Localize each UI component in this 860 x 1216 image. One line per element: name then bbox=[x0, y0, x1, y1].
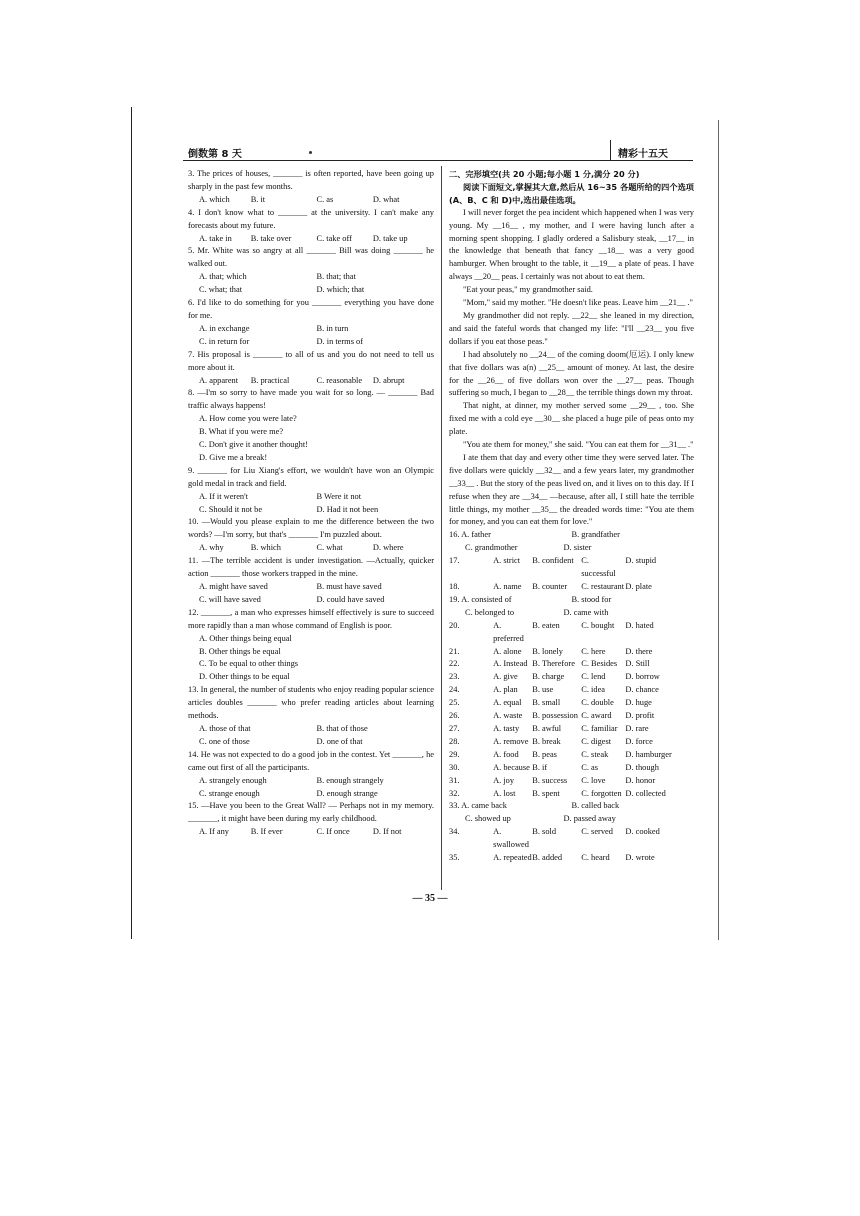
question-stem: 13. In general, the number of students who enjoy reading popular science articles doubles _______ who prefer reading articles about learning methods. bbox=[188, 685, 434, 721]
option: A. name bbox=[493, 582, 522, 591]
cloze-item-number: 33. bbox=[449, 801, 460, 811]
cloze-item bbox=[449, 736, 694, 749]
option: B. that of those bbox=[316, 723, 368, 733]
option: B. small bbox=[532, 698, 561, 708]
question-options bbox=[188, 194, 434, 207]
cloze-item bbox=[449, 710, 694, 723]
option: C. award bbox=[581, 711, 612, 721]
option: B. If ever bbox=[250, 827, 283, 837]
option: D. what bbox=[372, 194, 400, 204]
option: D. came with bbox=[563, 607, 609, 617]
option: C. take off bbox=[316, 233, 352, 243]
option: C. idea bbox=[581, 685, 606, 695]
cloze-item-number: 19. bbox=[449, 594, 460, 604]
question-stem: 15. —Have you been to the Great Wall? — Perhaps not in my memory. _______, it might have been during my early childhood. bbox=[188, 801, 434, 824]
question-options bbox=[188, 323, 434, 349]
question-stem: 11. —The terrible accident is under investigation. —Actually, quicker action _______ those workers trapped in the mine. bbox=[188, 556, 434, 579]
option: A. in exchange bbox=[199, 323, 250, 333]
option: D. chance bbox=[625, 685, 659, 695]
option: D. one of that bbox=[316, 736, 363, 746]
cloze-item bbox=[449, 723, 694, 736]
cloze-passage bbox=[449, 207, 694, 530]
cloze-item-number: 34. bbox=[449, 827, 460, 837]
question-options bbox=[188, 491, 434, 517]
cloze-item-number: 18. bbox=[449, 582, 460, 591]
cloze-item-number: 31. bbox=[449, 775, 460, 785]
question bbox=[188, 387, 434, 464]
option: C. will have saved bbox=[199, 594, 261, 604]
cloze-item-number: 17. bbox=[449, 556, 460, 566]
option: A. take in bbox=[199, 233, 232, 243]
option: D. Still bbox=[625, 659, 650, 669]
column-separator bbox=[441, 166, 442, 890]
question bbox=[188, 168, 434, 207]
cloze-item bbox=[449, 594, 694, 607]
cloze-item-number: 25. bbox=[449, 698, 460, 708]
cloze-item-number: 26. bbox=[449, 711, 460, 721]
option: B. possession bbox=[532, 711, 578, 721]
option: C. To be equal to other things bbox=[199, 659, 299, 669]
grammar-questions-column bbox=[188, 168, 434, 839]
option: B. called back bbox=[571, 801, 620, 811]
option: D. hated bbox=[625, 620, 654, 630]
option: A. preferred bbox=[493, 620, 524, 643]
cloze-paragraph: I ate them that day and every other time they were served later. The five dollars were quickly __32__ and a few years later, my grandmother __33__ . But the story of the peas lived on, and it lives on to this day. If I refuse when they are __34__ —because, after all, I still hate the terrible little things, my mother __35__ the dreaded words time: "You ate them for money, and you can eat them for love." bbox=[449, 452, 694, 527]
option: B. added bbox=[532, 853, 563, 863]
question bbox=[188, 555, 434, 607]
option: A. apparent bbox=[199, 375, 239, 385]
option: D. borrow bbox=[625, 672, 660, 682]
option: C. lend bbox=[581, 672, 606, 682]
cloze-item-number: 32. bbox=[449, 788, 460, 798]
cloze-item-number: 24. bbox=[449, 685, 460, 695]
option: C. grandmother bbox=[465, 543, 518, 553]
option: C. digest bbox=[581, 736, 612, 746]
cloze-title: 二、完形填空(共 20 小题;每小题 1 分,满分 20 分) bbox=[449, 169, 640, 179]
option: C. familiar bbox=[581, 723, 618, 733]
option: A. plan bbox=[493, 685, 518, 695]
option: C. strange enough bbox=[199, 788, 260, 798]
option: D. there bbox=[625, 646, 653, 656]
cloze-item-number: 28. bbox=[449, 736, 460, 746]
option: B. awful bbox=[532, 723, 562, 733]
option: D. force bbox=[625, 736, 653, 746]
option: D. collected bbox=[625, 788, 666, 798]
cloze-item bbox=[449, 800, 694, 813]
option: C. as bbox=[316, 194, 334, 204]
option: B. if bbox=[532, 762, 548, 772]
cloze-item bbox=[449, 852, 694, 865]
cloze-item-row2 bbox=[449, 813, 694, 826]
option: B. success bbox=[532, 775, 568, 785]
cloze-item-row2 bbox=[449, 607, 694, 620]
option: A. Other things being equal bbox=[199, 633, 292, 643]
cloze-options bbox=[449, 529, 694, 865]
option bbox=[449, 529, 572, 542]
option: D. Give me a break! bbox=[199, 452, 268, 462]
option: A. joy bbox=[493, 775, 515, 785]
option: D. stupid bbox=[625, 556, 657, 566]
question bbox=[188, 349, 434, 388]
option: C. successful bbox=[581, 556, 616, 579]
option: C. Don't give it another thought! bbox=[199, 440, 308, 450]
option: B. Therefore bbox=[532, 659, 575, 669]
option: A. that; which bbox=[199, 272, 247, 282]
question bbox=[188, 245, 434, 297]
option: B. spent bbox=[532, 788, 560, 798]
option: A. equal bbox=[493, 698, 522, 708]
option: D. passed away bbox=[563, 814, 616, 824]
cloze-paragraph: I will never forget the pea incident which happened when I was very young. My __16__ , my mother, and I were having lunch after a morning spent shopping. I gladly ordered a Salisbury steak, __17__ in the knowledge that beneath that fancy __18__ was a very good hamburger. When brought to the table, it __19__ a plate of peas. I have always __20__ peas. I certainly was not about to eat them. bbox=[449, 207, 694, 282]
option: B. must have saved bbox=[316, 582, 382, 591]
option: B. in turn bbox=[316, 323, 349, 333]
option: B. Other things be equal bbox=[199, 646, 281, 656]
cloze-item-number: 27. bbox=[449, 723, 460, 733]
option: A. Instead bbox=[493, 659, 528, 669]
option: A. came back bbox=[461, 801, 507, 811]
option: B. stood for bbox=[571, 594, 612, 604]
cloze-item bbox=[449, 620, 694, 646]
option: A. consisted of bbox=[461, 594, 512, 604]
option: C. in return for bbox=[199, 336, 250, 346]
cloze-item-number: 22. bbox=[449, 659, 460, 669]
option: A. because bbox=[493, 762, 530, 772]
question-stem: 9. _______ for Liu Xiang's effort, we wouldn't have won an Olympic gold medal in track and field. bbox=[188, 465, 434, 488]
question bbox=[188, 607, 434, 684]
question-options bbox=[188, 826, 434, 839]
question-options bbox=[188, 233, 434, 246]
question-stem: 7. His proposal is _______ to all of us and you do not need to tell us more about it. bbox=[188, 349, 434, 372]
option: B. use bbox=[532, 685, 554, 695]
cloze-paragraph: That night, at dinner, my mother served some __29__ , too. She fixed me with a cold eye __30__ she placed a huge pile of peas onto my plate. bbox=[449, 401, 694, 437]
option: A. food bbox=[493, 749, 519, 759]
option: D. huge bbox=[625, 698, 652, 708]
cloze-item bbox=[449, 658, 694, 671]
question bbox=[188, 800, 434, 839]
question bbox=[188, 684, 434, 749]
option: A. tasty bbox=[493, 723, 520, 733]
option: C. belonged to bbox=[465, 607, 515, 617]
cloze-item-number: 30. bbox=[449, 762, 460, 772]
option: C. bought bbox=[581, 620, 615, 630]
option: A. How come you were late? bbox=[199, 414, 297, 424]
question-options bbox=[188, 375, 434, 388]
question bbox=[188, 465, 434, 517]
cloze-item bbox=[449, 581, 694, 594]
option: A. If any bbox=[199, 827, 229, 837]
option: C. If once bbox=[316, 827, 350, 837]
option: D. which; that bbox=[316, 285, 365, 295]
option: B. What if you were me? bbox=[199, 427, 284, 437]
question-stem: 6. I'd like to do something for you _______ everything you have done for me. bbox=[188, 298, 434, 320]
option: A. father bbox=[461, 530, 491, 540]
option: C. showed up bbox=[465, 814, 511, 824]
header-dot bbox=[309, 151, 312, 154]
option: B. it bbox=[250, 194, 266, 204]
cloze-column bbox=[449, 168, 694, 865]
question bbox=[188, 516, 434, 555]
option: B Were it not bbox=[316, 491, 362, 501]
option: B. peas bbox=[532, 749, 557, 759]
header-right: 精彩十五天 bbox=[618, 149, 668, 160]
cloze-item-row2 bbox=[449, 542, 694, 555]
question bbox=[188, 749, 434, 801]
option: A. If it weren't bbox=[199, 491, 248, 501]
option: A. alone bbox=[493, 646, 522, 656]
question-options bbox=[188, 633, 434, 685]
option: B. charge bbox=[532, 672, 565, 682]
cloze-item-number: 21. bbox=[449, 646, 460, 656]
question-stem: 5. Mr. White was so angry at all _______ Bill was doing _______ he walked out. bbox=[188, 246, 434, 269]
option: A. those of that bbox=[199, 723, 251, 733]
option: C. reasonable bbox=[316, 375, 363, 385]
option: B. grandfather bbox=[571, 530, 620, 540]
option: B. which bbox=[250, 543, 281, 553]
cloze-item bbox=[449, 697, 694, 710]
cloze-item bbox=[449, 684, 694, 697]
option: C. forgotten bbox=[581, 788, 622, 798]
option: A. might have saved bbox=[199, 582, 268, 591]
question-options bbox=[188, 775, 434, 801]
option: D. plate bbox=[625, 582, 652, 591]
option: C. Should it not be bbox=[199, 504, 263, 514]
option: C. as bbox=[581, 762, 599, 772]
option: A. waste bbox=[493, 711, 523, 721]
option: B. lonely bbox=[532, 646, 563, 656]
option: A. repeated bbox=[493, 853, 532, 863]
cloze-item bbox=[449, 788, 694, 801]
option: B. confident bbox=[532, 556, 574, 566]
question-options bbox=[188, 542, 434, 555]
option: B. enough strangely bbox=[316, 775, 384, 785]
option: D. Other things to be equal bbox=[199, 672, 290, 682]
question-stem: 8. —I'm so sorry to have made you wait for so long. — _______ Bad traffic always happens! bbox=[188, 388, 434, 411]
question bbox=[188, 207, 434, 246]
option: C. heard bbox=[581, 853, 610, 863]
question-options bbox=[188, 413, 434, 465]
cloze-paragraph: "You ate them for money," she said. "You can eat them for __31__ ." bbox=[463, 440, 694, 450]
header-left: 倒数第 8 天 bbox=[188, 149, 242, 160]
option: D. hamburger bbox=[625, 749, 672, 759]
option: C. Besides bbox=[581, 659, 618, 669]
option bbox=[449, 594, 572, 607]
question-options bbox=[188, 581, 434, 607]
option: A. which bbox=[199, 194, 230, 204]
cloze-item bbox=[449, 529, 694, 542]
cloze-paragraph: "Mom," said my mother. "He doesn't like peas. Leave him __21__ ." bbox=[463, 298, 693, 308]
option: A. strangely enough bbox=[199, 775, 267, 785]
cloze-item bbox=[449, 775, 694, 788]
option: D. honor bbox=[625, 775, 656, 785]
cloze-item-number: 20. bbox=[449, 620, 460, 630]
option: C. what; that bbox=[199, 285, 243, 295]
option: D. where bbox=[372, 543, 404, 553]
option: C. restaurant bbox=[581, 582, 625, 591]
option: C. double bbox=[581, 698, 614, 708]
option: B. practical bbox=[250, 375, 290, 385]
cloze-item-number: 35. bbox=[449, 853, 460, 863]
question-options bbox=[188, 723, 434, 749]
option: D. abrupt bbox=[372, 375, 405, 385]
option: D. wrote bbox=[625, 853, 655, 863]
option: B. break bbox=[532, 736, 561, 746]
page-right-edge bbox=[718, 120, 719, 940]
page-number: — 35 — bbox=[412, 893, 448, 904]
cloze-instruction: 阅读下面短文,掌握其大意,然后从 16~35 各题所给的四个选项(A、B、C 和 D)中,选出最佳选项。 bbox=[449, 181, 694, 205]
cloze-item bbox=[449, 555, 694, 581]
cloze-paragraph: I had absolutely no __24__ of the coming doom(厄运). I only knew that five dollars was a(n) __25__ amount of money. At last, the desire for the __26__ of five dollars won over the __27__ peas. Though suffering so much, I began to __28__ the terrible things down my throat. bbox=[449, 349, 694, 398]
option: D. cooked bbox=[625, 827, 660, 837]
option: C. served bbox=[581, 827, 613, 837]
option: B. sold bbox=[532, 827, 557, 837]
question bbox=[188, 297, 434, 349]
cloze-item bbox=[449, 646, 694, 659]
option: A. lost bbox=[493, 788, 516, 798]
option: C. one of those bbox=[199, 736, 250, 746]
header-rule bbox=[183, 160, 693, 161]
option: A. swallowed bbox=[493, 827, 529, 850]
option bbox=[449, 800, 572, 813]
option: C. love bbox=[581, 775, 606, 785]
cloze-item-number: 23. bbox=[449, 672, 460, 682]
page-left-edge bbox=[131, 107, 132, 939]
cloze-item bbox=[449, 826, 694, 852]
option: A. strict bbox=[493, 556, 521, 566]
option: C. steak bbox=[581, 749, 609, 759]
cloze-item bbox=[449, 749, 694, 762]
option: B. take over bbox=[250, 233, 292, 243]
option: C. here bbox=[581, 646, 606, 656]
question-options bbox=[188, 271, 434, 297]
question-stem: 14. He was not expected to do a good job in the contest. Yet _______, he came out first of all the participants. bbox=[188, 749, 434, 772]
cloze-item-number: 16. bbox=[449, 530, 460, 540]
option: D. If not bbox=[372, 827, 402, 837]
option: B. eaten bbox=[532, 620, 560, 630]
cloze-paragraph: "Eat your peas," my grandmother said. bbox=[463, 285, 593, 295]
question-stem: 12. _______, a man who expresses himself effectively is sure to succeed more rapidly than a man whose command of English is poor. bbox=[188, 607, 434, 630]
cloze-item bbox=[449, 671, 694, 684]
option: D. sister bbox=[563, 543, 592, 553]
question-stem: 3. The prices of houses, _______ is often reported, have been going up sharply in the past few months. bbox=[188, 169, 434, 191]
option: C. what bbox=[316, 543, 343, 553]
option: B. that; that bbox=[316, 272, 356, 282]
header-divider bbox=[610, 140, 611, 160]
option: A. remove bbox=[493, 736, 529, 746]
option: D. Had it not been bbox=[316, 504, 379, 514]
option: D. could have saved bbox=[316, 594, 385, 604]
cloze-item bbox=[449, 762, 694, 775]
option: D. rare bbox=[625, 723, 649, 733]
option: D. profit bbox=[625, 711, 655, 721]
option: D. take up bbox=[372, 233, 408, 243]
cloze-paragraph: My grandmother did not reply. __22__ she leaned in my direction, and said the fateful words that changed my life: "I'll __23__ you five dollars if you eat those peas." bbox=[449, 310, 694, 346]
option: D. enough strange bbox=[316, 788, 378, 798]
option: B. counter bbox=[532, 582, 568, 591]
question-stem: 10. —Would you please explain to me the difference between the two words? —I'm sorry, but that's _______ I'm puzzled about. bbox=[188, 517, 434, 540]
option: D. in terms of bbox=[316, 336, 364, 346]
option: A. why bbox=[199, 543, 224, 553]
question-stem: 4. I don't know what to _______ at the university. I can't make any forecasts about my future. bbox=[188, 207, 434, 230]
cloze-item-number: 29. bbox=[449, 749, 460, 759]
option: D. though bbox=[625, 762, 659, 772]
option: A. give bbox=[493, 672, 518, 682]
